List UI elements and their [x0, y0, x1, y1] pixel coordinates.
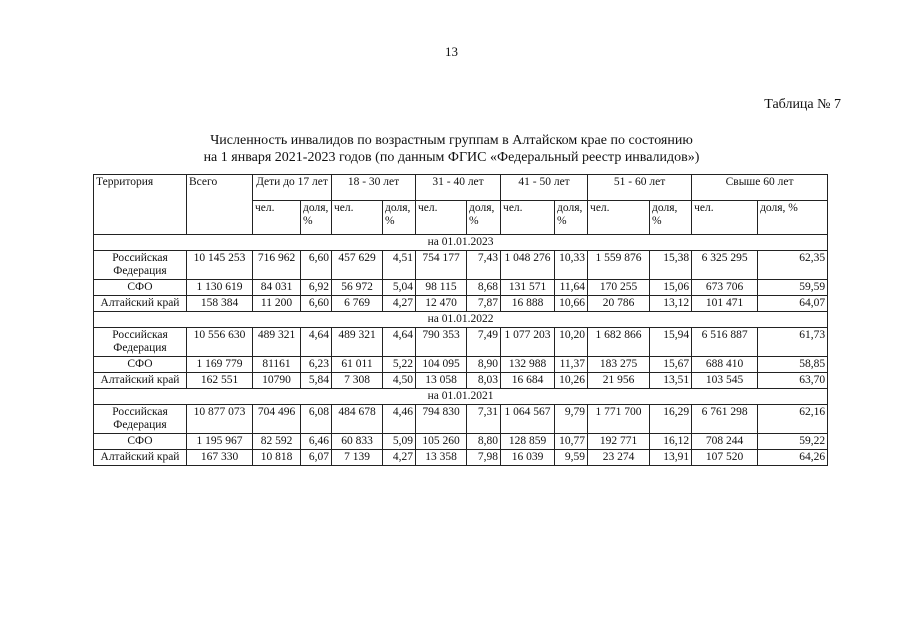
total-cell: 1 130 619: [187, 280, 253, 296]
header-sub: доля, %: [383, 201, 416, 235]
share-cell: 13,51: [650, 373, 692, 389]
count-cell: 7 139: [332, 450, 383, 466]
share-cell: 6,92: [301, 280, 332, 296]
header-sub: чел.: [692, 201, 758, 235]
count-cell: 132 988: [501, 357, 555, 373]
table-body: [94, 235, 828, 466]
territory-cell: СФО: [94, 280, 187, 296]
count-cell: 10 818: [253, 450, 301, 466]
share-cell: 59,22: [758, 434, 828, 450]
share-cell: 15,38: [650, 251, 692, 280]
share-cell: 61,73: [758, 328, 828, 357]
share-cell: 4,46: [383, 405, 416, 434]
share-cell: 6,46: [301, 434, 332, 450]
title-line-1: Численность инвалидов по возрастным группам в Алтайском крае по состоянию: [210, 133, 693, 148]
count-cell: 790 353: [416, 328, 467, 357]
share-cell: 10,77: [555, 434, 588, 450]
share-cell: 10,66: [555, 296, 588, 312]
count-cell: 794 830: [416, 405, 467, 434]
count-cell: 183 275: [588, 357, 650, 373]
share-cell: 4,64: [383, 328, 416, 357]
count-cell: 6 761 298: [692, 405, 758, 434]
share-cell: 15,67: [650, 357, 692, 373]
header-sub: доля, %: [650, 201, 692, 235]
share-cell: 64,26: [758, 450, 828, 466]
count-cell: 21 956: [588, 373, 650, 389]
count-cell: 84 031: [253, 280, 301, 296]
count-cell: 6 516 887: [692, 328, 758, 357]
count-cell: 103 545: [692, 373, 758, 389]
count-cell: 13 358: [416, 450, 467, 466]
header-group: 51 - 60 лет: [588, 175, 692, 201]
count-cell: 131 571: [501, 280, 555, 296]
table-header: [94, 175, 828, 235]
territory-cell: Российская Федерация: [94, 251, 187, 280]
header-sub: чел.: [416, 201, 467, 235]
count-cell: 457 629: [332, 251, 383, 280]
total-cell: 10 556 630: [187, 328, 253, 357]
table-row: [94, 296, 828, 312]
share-cell: 6,60: [301, 296, 332, 312]
period-label: на 01.01.2023: [94, 235, 828, 251]
table-row: [94, 328, 828, 357]
territory-cell: Российская Федерация: [94, 405, 187, 434]
header-group: 18 - 30 лет: [332, 175, 416, 201]
count-cell: 673 706: [692, 280, 758, 296]
count-cell: 716 962: [253, 251, 301, 280]
share-cell: 4,27: [383, 296, 416, 312]
title-line-2: на 1 января 2021-2023 годов (по данным ФГИС «Федеральный реестр инвалидов»): [203, 150, 700, 165]
count-cell: 101 471: [692, 296, 758, 312]
count-cell: 754 177: [416, 251, 467, 280]
header-sub: чел.: [588, 201, 650, 235]
share-cell: 4,50: [383, 373, 416, 389]
share-cell: 8,03: [467, 373, 501, 389]
territory-cell: Алтайский край: [94, 296, 187, 312]
share-cell: 11,64: [555, 280, 588, 296]
share-cell: 7,43: [467, 251, 501, 280]
count-cell: 688 410: [692, 357, 758, 373]
share-cell: 13,91: [650, 450, 692, 466]
share-cell: 4,27: [383, 450, 416, 466]
share-cell: 58,85: [758, 357, 828, 373]
total-cell: 167 330: [187, 450, 253, 466]
period-row: [94, 312, 828, 328]
header-group: Дети до 17 лет: [253, 175, 332, 201]
share-cell: 6,60: [301, 251, 332, 280]
count-cell: 1 064 567: [501, 405, 555, 434]
share-cell: 62,35: [758, 251, 828, 280]
share-cell: 10,33: [555, 251, 588, 280]
header-sub: доля, %: [758, 201, 828, 235]
share-cell: 7,49: [467, 328, 501, 357]
count-cell: 1 048 276: [501, 251, 555, 280]
total-cell: 162 551: [187, 373, 253, 389]
count-cell: 105 260: [416, 434, 467, 450]
share-cell: 4,51: [383, 251, 416, 280]
count-cell: 489 321: [253, 328, 301, 357]
share-cell: 7,87: [467, 296, 501, 312]
share-cell: 5,84: [301, 373, 332, 389]
count-cell: 1 559 876: [588, 251, 650, 280]
count-cell: 82 592: [253, 434, 301, 450]
count-cell: 11 200: [253, 296, 301, 312]
share-cell: 63,70: [758, 373, 828, 389]
count-cell: 60 833: [332, 434, 383, 450]
count-cell: 1 682 866: [588, 328, 650, 357]
count-cell: 20 786: [588, 296, 650, 312]
table-row: [94, 280, 828, 296]
share-cell: 16,12: [650, 434, 692, 450]
share-cell: 8,90: [467, 357, 501, 373]
count-cell: 484 678: [332, 405, 383, 434]
count-cell: 192 771: [588, 434, 650, 450]
total-cell: 10 145 253: [187, 251, 253, 280]
period-label: на 01.01.2021: [94, 389, 828, 405]
share-cell: 5,09: [383, 434, 416, 450]
count-cell: 6 325 295: [692, 251, 758, 280]
count-cell: 16 888: [501, 296, 555, 312]
count-cell: 7 308: [332, 373, 383, 389]
header-sub: доля, %: [467, 201, 501, 235]
count-cell: 1 077 203: [501, 328, 555, 357]
table-row: [94, 434, 828, 450]
table-row: [94, 251, 828, 280]
share-cell: 9,59: [555, 450, 588, 466]
share-cell: 15,06: [650, 280, 692, 296]
territory-cell: СФО: [94, 357, 187, 373]
count-cell: 10790: [253, 373, 301, 389]
header-sub: чел.: [501, 201, 555, 235]
territory-cell: Алтайский край: [94, 373, 187, 389]
count-cell: 12 470: [416, 296, 467, 312]
territory-cell: Алтайский край: [94, 450, 187, 466]
header-territory: Территория: [94, 175, 187, 235]
header-sub: доля, %: [301, 201, 332, 235]
share-cell: 62,16: [758, 405, 828, 434]
share-cell: 6,08: [301, 405, 332, 434]
count-cell: 6 769: [332, 296, 383, 312]
table-row: [94, 450, 828, 466]
share-cell: 5,04: [383, 280, 416, 296]
count-cell: 104 095: [416, 357, 467, 373]
header-group: 31 - 40 лет: [416, 175, 501, 201]
header-group: 41 - 50 лет: [501, 175, 588, 201]
table-label: Таблица № 7: [764, 97, 841, 112]
count-cell: 81161: [253, 357, 301, 373]
count-cell: 1 771 700: [588, 405, 650, 434]
share-cell: 8,80: [467, 434, 501, 450]
header-sub: чел.: [253, 201, 301, 235]
count-cell: 107 520: [692, 450, 758, 466]
share-cell: 16,29: [650, 405, 692, 434]
count-cell: 16 039: [501, 450, 555, 466]
count-cell: 170 255: [588, 280, 650, 296]
count-cell: 56 972: [332, 280, 383, 296]
count-cell: 13 058: [416, 373, 467, 389]
table-row: [94, 357, 828, 373]
territory-cell: Российская Федерация: [94, 328, 187, 357]
count-cell: 708 244: [692, 434, 758, 450]
share-cell: 15,94: [650, 328, 692, 357]
header-group: Свыше 60 лет: [692, 175, 828, 201]
header-total: Всего: [187, 175, 253, 235]
share-cell: 5,22: [383, 357, 416, 373]
share-cell: 7,31: [467, 405, 501, 434]
share-cell: 8,68: [467, 280, 501, 296]
count-cell: 23 274: [588, 450, 650, 466]
share-cell: 13,12: [650, 296, 692, 312]
share-cell: 10,26: [555, 373, 588, 389]
share-cell: 9,79: [555, 405, 588, 434]
share-cell: 10,20: [555, 328, 588, 357]
count-cell: 489 321: [332, 328, 383, 357]
table-row: [94, 405, 828, 434]
share-cell: 6,07: [301, 450, 332, 466]
share-cell: 6,23: [301, 357, 332, 373]
count-cell: 704 496: [253, 405, 301, 434]
share-cell: 59,59: [758, 280, 828, 296]
header-sub: чел.: [332, 201, 383, 235]
total-cell: 1 195 967: [187, 434, 253, 450]
total-cell: 158 384: [187, 296, 253, 312]
period-row: [94, 235, 828, 251]
period-label: на 01.01.2022: [94, 312, 828, 328]
count-cell: 16 684: [501, 373, 555, 389]
share-cell: 11,37: [555, 357, 588, 373]
count-cell: 98 115: [416, 280, 467, 296]
total-cell: 1 169 779: [187, 357, 253, 373]
header-sub: доля, %: [555, 201, 588, 235]
period-row: [94, 389, 828, 405]
count-cell: 61 011: [332, 357, 383, 373]
territory-cell: СФО: [94, 434, 187, 450]
total-cell: 10 877 073: [187, 405, 253, 434]
table-row: [94, 373, 828, 389]
share-cell: 64,07: [758, 296, 828, 312]
disability-table: [93, 174, 828, 466]
table-title: [0, 132, 903, 166]
count-cell: 128 859: [501, 434, 555, 450]
share-cell: 4,64: [301, 328, 332, 357]
page-number: 13: [445, 44, 458, 59]
share-cell: 7,98: [467, 450, 501, 466]
